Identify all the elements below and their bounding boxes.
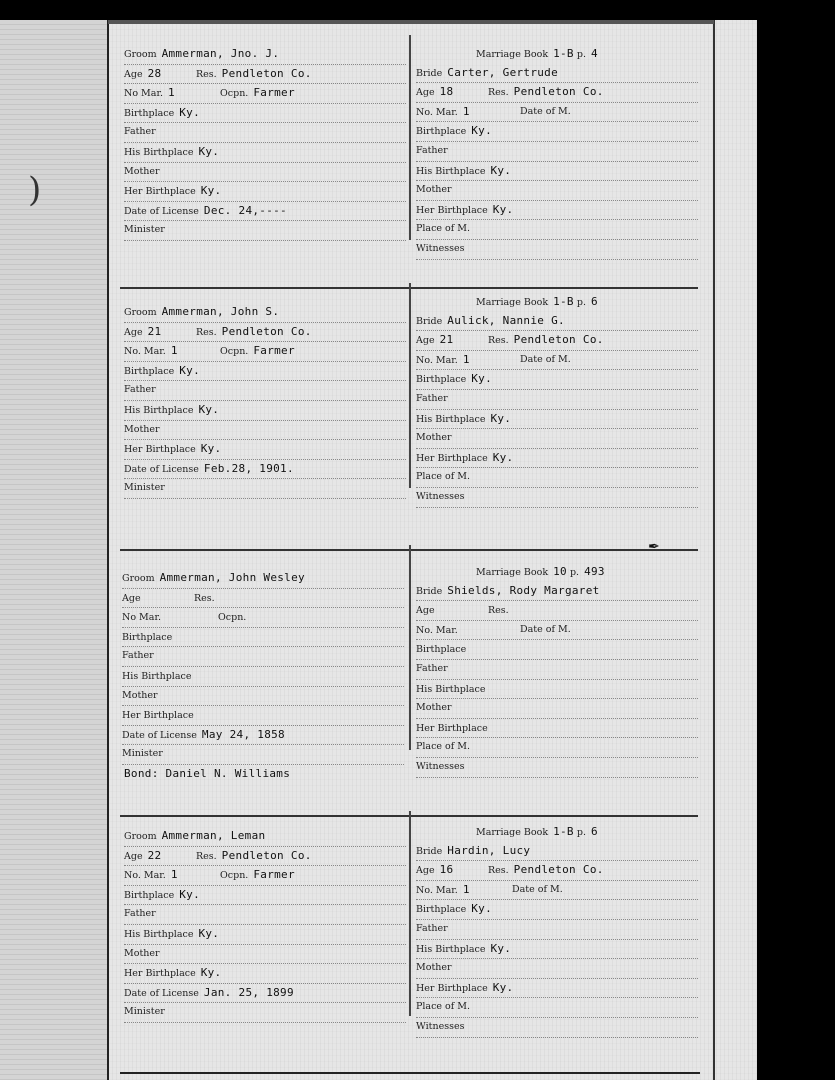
his-birthplace-label: His Birthplace bbox=[416, 413, 486, 425]
his-birthplace-label: His Birthplace bbox=[416, 943, 486, 955]
birthplace-label: Birthplace bbox=[416, 126, 467, 138]
place-of-marriage-label: Place of M. bbox=[416, 223, 471, 235]
bride-birthplace: Ky. bbox=[471, 902, 493, 916]
bride-father-birthplace: Ky. bbox=[490, 941, 512, 955]
groom-label: Groom bbox=[122, 573, 155, 584]
groom-father-birthplace: Ky. bbox=[198, 144, 220, 158]
groom-age-row bbox=[124, 323, 406, 343]
father-label: Father bbox=[416, 922, 448, 934]
bride-nomar: 1 bbox=[462, 882, 470, 896]
marriage-book-page: 4 bbox=[591, 47, 598, 60]
ocpn-label: Ocpn. bbox=[220, 346, 249, 358]
page-label: p. bbox=[569, 567, 580, 578]
groom-his-birthplace-row bbox=[124, 401, 406, 421]
groom-birthplace: Ky. bbox=[179, 105, 201, 119]
groom-column bbox=[124, 45, 406, 241]
license-label: Date of License bbox=[122, 729, 197, 741]
mother-label: Mother bbox=[124, 165, 160, 177]
groom-mother-birthplace: Ky. bbox=[200, 966, 222, 980]
groom-label: Groom bbox=[124, 49, 157, 60]
bride-his-birthplace-row bbox=[416, 680, 698, 700]
bride-his-birthplace-row bbox=[416, 162, 698, 182]
bride-age bbox=[438, 603, 440, 616]
groom-birthplace-row bbox=[124, 362, 406, 382]
page-label: p. bbox=[576, 827, 586, 838]
groom-occupation: Farmer bbox=[253, 86, 295, 100]
groom-occupation: Farmer bbox=[253, 868, 295, 882]
groom-name: Ammerman, John Wesley bbox=[159, 571, 305, 584]
age-label: Age bbox=[416, 335, 435, 347]
groom-age-row bbox=[122, 589, 404, 609]
license-label: Date of License bbox=[124, 463, 199, 475]
father-label: Father bbox=[124, 126, 156, 138]
ink-flourish-mark: ✒ bbox=[648, 539, 660, 555]
bride-age-row bbox=[416, 861, 698, 881]
groom-column bbox=[122, 569, 404, 784]
father-label: Father bbox=[416, 144, 448, 156]
bride-place-row bbox=[416, 998, 698, 1018]
bride-place-row bbox=[416, 468, 698, 488]
groom-birthplace: Ky. bbox=[179, 363, 201, 377]
license-date: Dec. 24,---- bbox=[203, 203, 287, 217]
groom-father-birthplace bbox=[194, 669, 196, 682]
his-birthplace-label: His Birthplace bbox=[416, 683, 486, 695]
groom-age: 21 bbox=[147, 324, 162, 338]
groom-label: Groom bbox=[124, 831, 157, 842]
her-birthplace-label: Her Birthplace bbox=[124, 444, 196, 456]
groom-name: Ammerman, Leman bbox=[161, 829, 266, 842]
marriage-record-1 bbox=[0, 39, 757, 269]
place-of-marriage-label: Place of M. bbox=[416, 471, 471, 483]
father-label: Father bbox=[124, 384, 156, 396]
his-birthplace-label: His Birthplace bbox=[124, 928, 194, 940]
her-birthplace-label: Her Birthplace bbox=[416, 204, 488, 216]
marriage-book-row bbox=[416, 563, 698, 582]
bride-label: Bride bbox=[416, 585, 443, 597]
top-edge bbox=[108, 20, 714, 24]
groom-his-birthplace-row bbox=[124, 925, 406, 945]
marriage-book-row bbox=[416, 823, 698, 842]
groom-nomar bbox=[164, 610, 166, 623]
date-of-marriage-label: Date of M. bbox=[520, 353, 571, 365]
groom-birthplace bbox=[175, 630, 177, 643]
groom-father-row bbox=[124, 905, 406, 925]
bride-nomar-row bbox=[416, 881, 698, 901]
ocpn-label: Ocpn. bbox=[218, 612, 247, 624]
bride-father-birthplace: Ky. bbox=[490, 411, 512, 425]
bride-label: Bride bbox=[416, 67, 443, 79]
bride-column bbox=[416, 45, 698, 260]
marriage-book-page: 6 bbox=[591, 825, 598, 838]
bride-label: Bride bbox=[416, 845, 443, 857]
marriage-book-label: Marriage Book bbox=[476, 297, 549, 308]
nomar-label: No. Mar. bbox=[416, 354, 458, 366]
her-birthplace-label: Her Birthplace bbox=[416, 452, 488, 464]
witnesses-label: Witnesses bbox=[416, 1020, 465, 1032]
res-label: Res. bbox=[488, 335, 509, 347]
birthplace-label: Birthplace bbox=[124, 107, 175, 119]
bride-mother-birthplace: Ky. bbox=[492, 980, 514, 994]
bride-father-row bbox=[416, 390, 698, 410]
mother-label: Mother bbox=[124, 947, 160, 959]
page-label: p. bbox=[576, 297, 586, 308]
witnesses-label: Witnesses bbox=[416, 760, 465, 772]
groom-birthplace-row bbox=[124, 886, 406, 906]
groom-mother-birthplace: Ky. bbox=[200, 184, 222, 198]
minister-label: Minister bbox=[124, 224, 165, 236]
ocpn-label: Ocpn. bbox=[220, 88, 249, 100]
column-divider bbox=[409, 545, 411, 750]
her-birthplace-label: Her Birthplace bbox=[416, 722, 488, 734]
groom-minister-row bbox=[124, 479, 406, 499]
his-birthplace-label: His Birthplace bbox=[124, 146, 194, 158]
res-label: Res. bbox=[488, 865, 509, 877]
groom-father-row bbox=[124, 123, 406, 143]
groom-name-row bbox=[124, 303, 406, 323]
marriage-book-row bbox=[416, 293, 698, 312]
groom-age-row bbox=[124, 847, 406, 867]
marriage-record-3 bbox=[0, 539, 757, 780]
bride-father-birthplace bbox=[488, 682, 490, 695]
groom-name-row bbox=[124, 45, 406, 65]
bride-residence: Pendleton Co. bbox=[513, 333, 604, 347]
nomar-label: No Mar. bbox=[124, 88, 163, 100]
marriage-book-number: 1-B bbox=[553, 295, 574, 308]
witnesses-label: Witnesses bbox=[416, 242, 465, 254]
age-label: Age bbox=[124, 850, 143, 862]
nomar-label: No. Mar. bbox=[124, 870, 166, 882]
groom-mother-row bbox=[124, 945, 406, 965]
res-label: Res. bbox=[196, 326, 217, 338]
groom-residence: Pendleton Co. bbox=[221, 66, 312, 80]
nomar-label: No. Mar. bbox=[416, 106, 458, 118]
age-label: Age bbox=[416, 865, 435, 877]
bride-mother-row bbox=[416, 181, 698, 201]
groom-mother-row bbox=[124, 163, 406, 183]
groom-license-row bbox=[124, 202, 406, 222]
witnesses-label: Witnesses bbox=[416, 490, 465, 502]
bride-birthplace: Ky. bbox=[471, 124, 493, 138]
groom-mother-row bbox=[122, 687, 404, 707]
bride-witnesses-row bbox=[416, 240, 698, 260]
bride-name: Hardin, Lucy bbox=[447, 843, 531, 857]
bride-name: Carter, Gertrude bbox=[447, 65, 559, 79]
bride-mother-birthplace: Ky. bbox=[492, 202, 514, 216]
bride-witnesses-row bbox=[416, 488, 698, 508]
marriage-book-label: Marriage Book bbox=[476, 567, 549, 578]
his-birthplace-label: His Birthplace bbox=[122, 670, 192, 682]
bond-row bbox=[122, 765, 404, 784]
marriage-book-number: 1-B bbox=[553, 825, 574, 838]
bride-nomar-row bbox=[416, 103, 698, 123]
groom-residence: Pendleton Co. bbox=[221, 324, 312, 338]
bride-her-birthplace-row bbox=[416, 719, 698, 739]
birthplace-label: Birthplace bbox=[416, 904, 467, 916]
ocpn-label: Ocpn. bbox=[220, 870, 249, 882]
groom-label: Groom bbox=[124, 307, 157, 318]
father-label: Father bbox=[122, 650, 154, 662]
bride-place-row bbox=[416, 220, 698, 240]
bride-nomar: 1 bbox=[462, 352, 470, 366]
res-label: Res. bbox=[196, 68, 217, 80]
age-label: Age bbox=[416, 605, 435, 617]
bride-father-row bbox=[416, 920, 698, 940]
bride-age: 16 bbox=[439, 863, 454, 877]
his-birthplace-label: His Birthplace bbox=[416, 165, 486, 177]
groom-occupation bbox=[249, 610, 251, 623]
her-birthplace-label: Her Birthplace bbox=[124, 968, 196, 980]
bride-witnesses-row bbox=[416, 1018, 698, 1038]
groom-birthplace: Ky. bbox=[179, 887, 201, 901]
groom-minister-row bbox=[124, 1003, 406, 1023]
bride-nomar-row bbox=[416, 621, 698, 641]
birthplace-label: Birthplace bbox=[416, 374, 467, 386]
groom-nomar: 1 bbox=[167, 86, 175, 100]
bride-name-row bbox=[416, 582, 698, 602]
bride-birthplace-row bbox=[416, 370, 698, 390]
bride-age: 21 bbox=[439, 333, 454, 347]
age-label: Age bbox=[124, 326, 143, 338]
groom-nomar-row bbox=[122, 608, 404, 628]
license-date: May 24, 1858 bbox=[201, 727, 285, 741]
bride-nomar: 1 bbox=[462, 104, 470, 118]
bride-his-birthplace-row bbox=[416, 940, 698, 960]
birthplace-label: Birthplace bbox=[124, 365, 175, 377]
mother-label: Mother bbox=[122, 689, 158, 701]
minister-label: Minister bbox=[122, 748, 163, 760]
groom-residence: Pendleton Co. bbox=[221, 848, 312, 862]
groom-father-birthplace: Ky. bbox=[198, 926, 220, 940]
groom-name: Ammerman, John S. bbox=[161, 305, 280, 318]
bride-birthplace: Ky. bbox=[471, 372, 493, 386]
groom-column bbox=[124, 303, 406, 499]
marriage-book-label: Marriage Book bbox=[476, 827, 549, 838]
groom-her-birthplace-row bbox=[124, 182, 406, 202]
bride-her-birthplace-row bbox=[416, 201, 698, 221]
bride-name-row bbox=[416, 312, 698, 332]
father-label: Father bbox=[416, 392, 448, 404]
groom-father-birthplace: Ky. bbox=[198, 402, 220, 416]
mother-label: Mother bbox=[416, 962, 452, 974]
bride-mother-birthplace bbox=[491, 721, 493, 734]
bride-her-birthplace-row bbox=[416, 979, 698, 999]
groom-nomar-row bbox=[124, 342, 406, 362]
father-label: Father bbox=[124, 908, 156, 920]
nomar-label: No Mar. bbox=[122, 612, 161, 624]
groom-occupation: Farmer bbox=[253, 344, 295, 358]
res-label: Res. bbox=[488, 605, 509, 617]
marriage-book-page: 493 bbox=[584, 565, 605, 578]
bride-place-row bbox=[416, 738, 698, 758]
license-label: Date of License bbox=[124, 205, 199, 217]
bottom-rule bbox=[120, 1072, 700, 1074]
groom-his-birthplace-row bbox=[122, 667, 404, 687]
bride-her-birthplace-row bbox=[416, 449, 698, 469]
bride-age-row bbox=[416, 331, 698, 351]
mother-label: Mother bbox=[416, 432, 452, 444]
groom-age: 28 bbox=[147, 66, 162, 80]
bride-age-row bbox=[416, 601, 698, 621]
res-label: Res. bbox=[488, 87, 509, 99]
bride-label: Bride bbox=[416, 315, 443, 327]
marriage-book-label: Marriage Book bbox=[476, 49, 549, 60]
groom-age bbox=[144, 591, 146, 604]
minister-label: Minister bbox=[124, 482, 165, 494]
groom-her-birthplace-row bbox=[122, 706, 404, 726]
mother-label: Mother bbox=[124, 423, 160, 435]
groom-column bbox=[124, 827, 406, 1023]
mother-label: Mother bbox=[416, 184, 452, 196]
groom-residence bbox=[218, 591, 220, 604]
groom-her-birthplace-row bbox=[124, 964, 406, 984]
bride-mother-row bbox=[416, 699, 698, 719]
groom-nomar-row bbox=[124, 84, 406, 104]
groom-license-row bbox=[124, 984, 406, 1004]
column-divider bbox=[409, 283, 411, 488]
groom-nomar: 1 bbox=[170, 868, 178, 882]
bride-name: Aulick, Nannie G. bbox=[447, 313, 565, 327]
groom-license-row bbox=[124, 460, 406, 480]
groom-father-row bbox=[124, 381, 406, 401]
column-divider bbox=[409, 811, 411, 1016]
groom-minister-row bbox=[124, 221, 406, 241]
date-of-marriage-label: Date of M. bbox=[520, 105, 571, 117]
groom-her-birthplace-row bbox=[124, 440, 406, 460]
res-label: Res. bbox=[196, 850, 217, 862]
groom-mother-row bbox=[124, 421, 406, 441]
father-label: Father bbox=[416, 662, 448, 674]
bride-birthplace-row bbox=[416, 900, 698, 920]
bride-column bbox=[416, 293, 698, 508]
groom-father-row bbox=[122, 647, 404, 667]
birthplace-label: Birthplace bbox=[122, 631, 173, 643]
bride-father-row bbox=[416, 142, 698, 162]
marriage-record-2 bbox=[0, 287, 757, 517]
groom-name: Ammerman, Jno. J. bbox=[161, 47, 280, 60]
bride-residence: Pendleton Co. bbox=[513, 863, 604, 877]
place-of-marriage-label: Place of M. bbox=[416, 741, 471, 753]
groom-nomar: 1 bbox=[170, 344, 178, 358]
bride-father-birthplace: Ky. bbox=[490, 163, 512, 177]
license-date: Feb.28, 1901. bbox=[203, 461, 294, 475]
bride-birthplace-row bbox=[416, 122, 698, 142]
bride-residence bbox=[512, 603, 514, 616]
groom-nomar-row bbox=[124, 866, 406, 886]
bride-mother-birthplace: Ky. bbox=[492, 450, 514, 464]
place-of-marriage-label: Place of M. bbox=[416, 1001, 471, 1013]
bride-his-birthplace-row bbox=[416, 410, 698, 430]
column-divider bbox=[409, 35, 411, 240]
groom-name-row bbox=[122, 569, 404, 589]
bride-name-row bbox=[416, 64, 698, 84]
bride-residence: Pendleton Co. bbox=[513, 85, 604, 99]
minister-label: Minister bbox=[124, 1006, 165, 1018]
res-label: Res. bbox=[194, 592, 215, 604]
marriage-book-row bbox=[416, 45, 698, 64]
age-label: Age bbox=[122, 592, 141, 604]
age-label: Age bbox=[416, 87, 435, 99]
groom-mother-birthplace bbox=[197, 708, 199, 721]
bride-birthplace bbox=[469, 642, 471, 655]
bride-birthplace-row bbox=[416, 640, 698, 660]
groom-name-row bbox=[124, 827, 406, 847]
nomar-label: No. Mar. bbox=[416, 624, 458, 636]
margin-bracket-mark: ) bbox=[28, 170, 42, 210]
marriage-book-page: 6 bbox=[591, 295, 598, 308]
groom-age-row bbox=[124, 65, 406, 85]
groom-birthplace-row bbox=[124, 104, 406, 124]
age-label: Age bbox=[124, 68, 143, 80]
nomar-label: No. Mar. bbox=[416, 884, 458, 896]
his-birthplace-label: His Birthplace bbox=[124, 404, 194, 416]
bride-father-row bbox=[416, 660, 698, 680]
bride-column bbox=[416, 823, 698, 1038]
license-label: Date of License bbox=[124, 987, 199, 999]
birthplace-label: Birthplace bbox=[416, 644, 467, 656]
groom-license-row bbox=[122, 726, 404, 746]
bride-age: 18 bbox=[439, 85, 454, 99]
bride-mother-row bbox=[416, 429, 698, 449]
bride-mother-row bbox=[416, 959, 698, 979]
groom-birthplace-row bbox=[122, 628, 404, 648]
bride-name: Shields, Rody Margaret bbox=[447, 583, 600, 597]
bride-name-row bbox=[416, 842, 698, 862]
date-of-marriage-label: Date of M. bbox=[520, 623, 571, 635]
marriage-book-number: 1-B bbox=[553, 47, 574, 60]
her-birthplace-label: Her Birthplace bbox=[124, 186, 196, 198]
her-birthplace-label: Her Birthplace bbox=[416, 982, 488, 994]
groom-his-birthplace-row bbox=[124, 143, 406, 163]
bride-column bbox=[416, 563, 698, 778]
date-of-marriage-label: Date of M. bbox=[512, 883, 563, 895]
bride-age-row bbox=[416, 83, 698, 103]
bride-nomar-row bbox=[416, 351, 698, 371]
license-date: Jan. 25, 1899 bbox=[203, 985, 294, 999]
her-birthplace-label: Her Birthplace bbox=[122, 710, 194, 722]
page-label: p. bbox=[576, 49, 586, 60]
bride-witnesses-row bbox=[416, 758, 698, 778]
nomar-label: No. Mar. bbox=[124, 346, 166, 358]
bond-note: Bond: Daniel N. Williams bbox=[124, 766, 291, 780]
groom-mother-birthplace: Ky. bbox=[200, 442, 222, 456]
birthplace-label: Birthplace bbox=[124, 889, 175, 901]
mother-label: Mother bbox=[416, 702, 452, 714]
groom-age: 22 bbox=[147, 848, 162, 862]
marriage-book-number: 10 bbox=[553, 565, 567, 578]
marriage-record-4 bbox=[0, 815, 757, 1045]
bride-nomar bbox=[461, 623, 463, 636]
groom-minister-row bbox=[122, 745, 404, 765]
